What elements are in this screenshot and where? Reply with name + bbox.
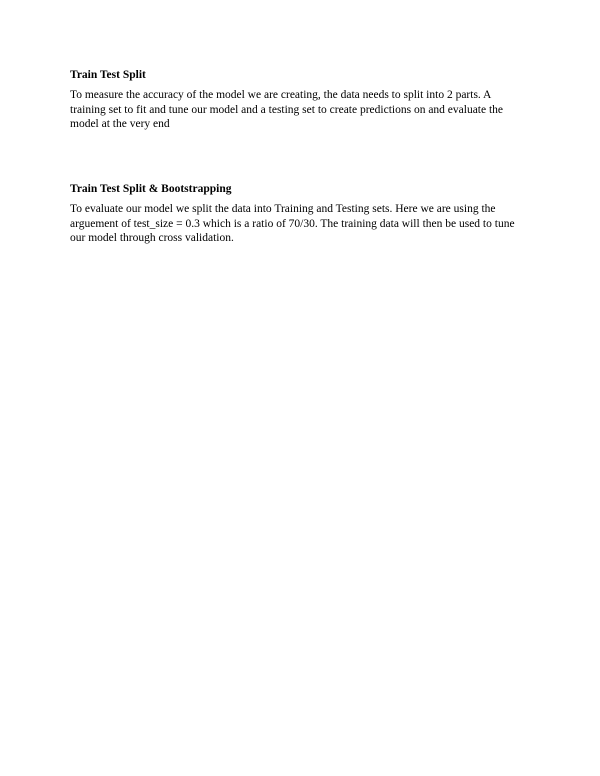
section-train-test-split-bootstrapping <box>70 182 540 246</box>
section-paragraph <box>70 202 540 246</box>
paragraph-line: training set to fit and tune our model and a testing set to create predictions on and evaluate the <box>70 103 504 116</box>
section-paragraph <box>70 88 540 132</box>
paragraph-line: model at the very end <box>70 118 170 130</box>
paragraph-line: To evaluate our model we split the data into Training and Testing sets. Here we are using the <box>70 203 496 215</box>
section-heading: Train Test Split & Bootstrapping <box>70 183 232 195</box>
paragraph-line: To measure the accuracy of the model we are creating, the data needs to split into 2 parts. A <box>70 89 492 101</box>
section-heading: Train Test Split <box>70 69 146 81</box>
paragraph-line: our model through cross validation. <box>70 232 234 244</box>
paragraph-line: arguement of test_size = 0.3 which is a ratio of 70/30. The training data will then be used to tune <box>70 217 515 230</box>
section-train-test-split <box>70 68 540 132</box>
